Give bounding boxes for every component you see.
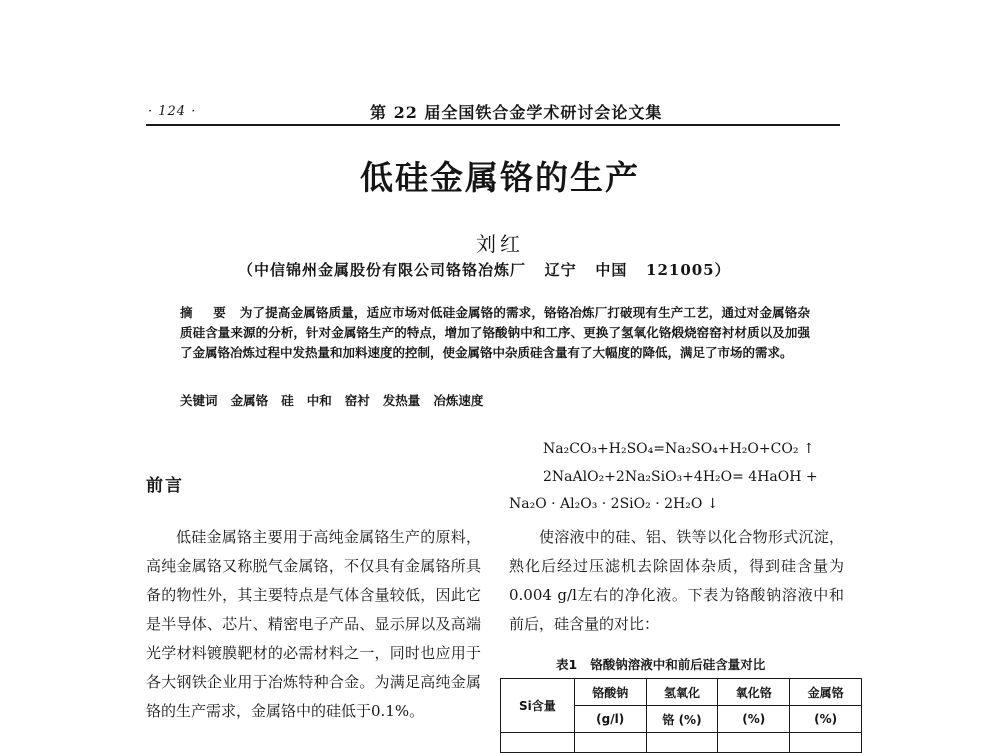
keywords-list: 金属铬 硅 中和 窑衬 发热量 冶炼速度	[230, 393, 484, 408]
left-column	[146, 523, 481, 726]
intro-paragraph: 低硅金属铬主要用于高纯金属铬生产的原料，高纯金属铬又称脱气金属铬，不仅具有金属铬所具备的物性外，其主要特点是气体含量较低，因此它是半导体、芯片、精密电子产品、显示屏以及高端光学材料镀膜靶材的必需材料之一，同时也应用于各大钢铁企业用于冶炼特种合金。为满足高纯金属铬的生产需求，金属铬中的硅低于0.1%。	[146, 528, 481, 720]
abstract	[180, 303, 810, 363]
keywords	[180, 391, 483, 409]
table-cell	[501, 733, 575, 753]
running-title: 第 22 届全国铁合金学术研讨会论文集	[370, 103, 663, 122]
table-cell	[646, 733, 718, 753]
table-row-header: Si含量	[501, 679, 575, 733]
paper-title: 低硅金属铬的生产	[360, 158, 640, 197]
table-cell	[790, 733, 862, 753]
equation-1: Na₂CO₃+H₂SO₄=Na₂SO₄+H₂O+CO₂ ↑	[543, 441, 815, 457]
table-data-row	[501, 733, 862, 753]
equation-2: 2NaAlO₂+2Na₂SiO₃+4H₂O= 4HaOH +	[543, 469, 818, 485]
section-heading: 前言	[146, 476, 184, 496]
silicon-content-table	[500, 678, 862, 753]
col-unit-chromium-hydroxide: 铬 (%)	[646, 706, 718, 733]
table-cell	[574, 733, 646, 753]
equation-3: Na₂O · Al₂O₃ · 2SiO₂ · 2H₂O ↓	[509, 496, 719, 512]
right-column	[509, 523, 844, 639]
table-header-row	[501, 679, 862, 706]
col-header-chromium-hydroxide: 氢氧化	[646, 679, 718, 706]
col-unit-sodium-chromate: (g/l)	[574, 706, 646, 733]
header-rule	[146, 124, 840, 126]
abstract-label: 摘 要	[180, 305, 234, 320]
keywords-label: 关键词	[180, 393, 218, 408]
col-unit-chromium-metal: (%)	[790, 706, 862, 733]
page-number: · 124 ·	[148, 104, 197, 119]
col-header-chromium-oxide: 氧化铬	[718, 679, 790, 706]
col-header-chromium-metal: 金属铬	[790, 679, 862, 706]
table-cell	[718, 733, 790, 753]
col-header-sodium-chromate: 铬酸钠	[574, 679, 646, 706]
table-caption: 表1 铬酸钠溶液中和前后硅含量对比	[556, 657, 766, 672]
author-affiliation: （中信锦州金属股份有限公司铬铬冶炼厂 辽宁 中国 121005）	[238, 261, 731, 279]
col-unit-chromium-oxide: (%)	[718, 706, 790, 733]
abstract-text: 为了提高金属铬质量，适应市场对低硅金属铬的需求，铬铬冶炼厂打破现有生产工艺，通过对金属铬杂质硅含量来源的分析，针对金属铬生产的特点，增加了铬酸钠中和工序、更换了氢氧化铬煅烧窑窑衬材质以及加强了金属铬冶炼过程中发热量和加料速度的控制，使金属铬中杂质硅含量有了大幅度的降低，满足了市场的需求。	[180, 305, 810, 360]
author-name: 刘红	[476, 232, 524, 256]
purification-paragraph: 使溶液中的硅、铝、铁等以化合物形式沉淀，熟化后经过压滤机去除固体杂质，得到硅含量为0.004 g/l左右的净化液。下表为铬酸钠溶液中和前后，硅含量的对比：	[509, 528, 844, 633]
